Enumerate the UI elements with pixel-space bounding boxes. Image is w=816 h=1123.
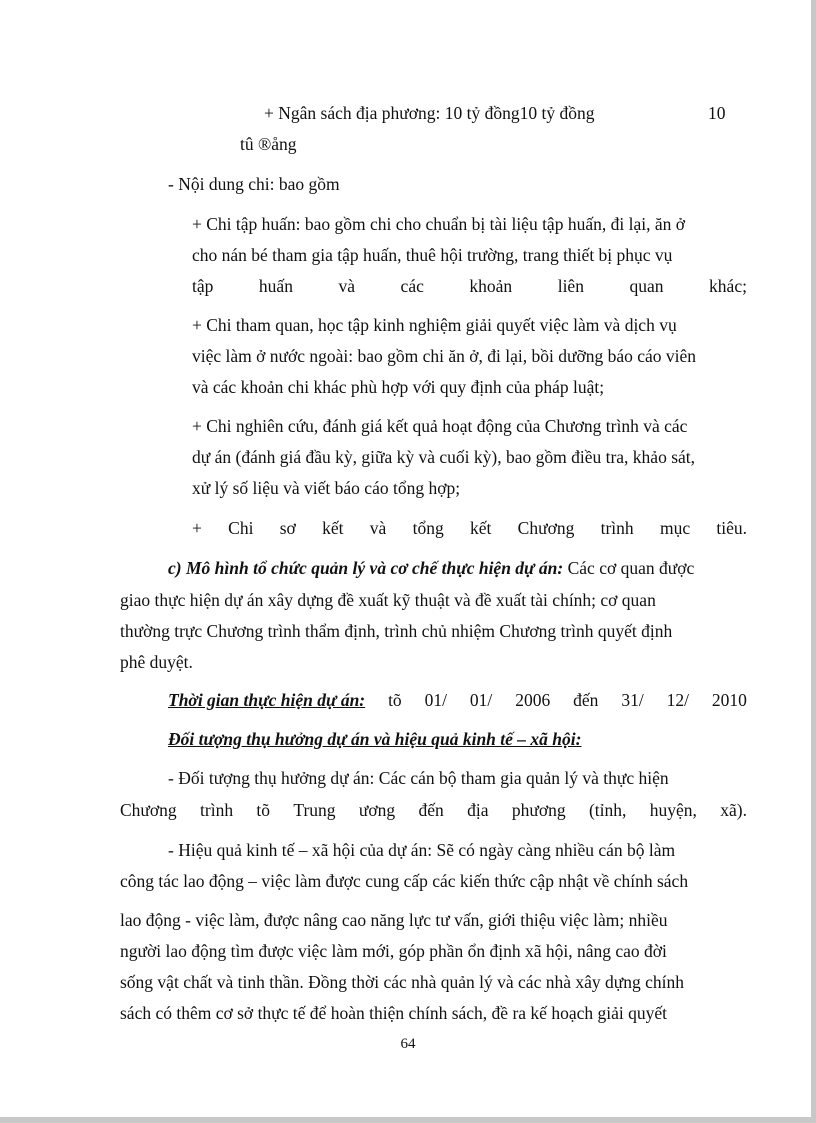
- duration-value: 2006: [515, 690, 551, 710]
- text-line: cho nán bé tham gia tập huấn, thuê hội trường, trang thiết bị phục vụ: [192, 245, 673, 265]
- word: huyện,: [649, 800, 697, 820]
- word: tổng: [412, 518, 444, 538]
- word: Trung: [293, 800, 336, 820]
- text-line: xử lý số liệu và viết báo cáo tổng hợp;: [192, 478, 461, 498]
- justified-line: [192, 517, 747, 539]
- page-edge-bottom: [0, 1117, 816, 1123]
- duration-value: tõ: [388, 690, 402, 710]
- content-heading: - Nội dung chi: bao gồm: [168, 174, 340, 194]
- word: Chương: [517, 518, 575, 538]
- word: các: [400, 276, 424, 296]
- budget-amount: 10: [708, 103, 726, 123]
- page-number: 64: [400, 1036, 416, 1052]
- budget-unit: tû ®ång: [240, 134, 297, 154]
- word: tõ: [256, 800, 271, 820]
- text-line: việc làm ở nước ngoài: bao gồm chi ăn ở, đi lại, bồi dưỡng báo cáo viên: [192, 346, 697, 366]
- text-line: phê duyệt.: [120, 652, 193, 672]
- text-line: người lao động tìm được việc làm mới, góp phần ổn định xã hội, nâng cao đời: [120, 941, 667, 961]
- word: ương: [358, 800, 396, 820]
- justified-line: [192, 275, 747, 297]
- duration-value: 01/: [424, 690, 447, 710]
- word: sơ: [279, 518, 296, 538]
- word: khác;: [709, 276, 747, 296]
- text-line: + Chi nghiên cứu, đánh giá kết quả hoạt động của Chương trình và các: [192, 416, 688, 436]
- text-line: thường trực Chương trình thẩm định, trình chủ nhiệm Chương trình quyết định: [120, 621, 673, 641]
- word: và: [369, 518, 387, 538]
- word: đến: [418, 800, 444, 820]
- duration-line: [168, 689, 747, 711]
- word: và: [338, 276, 356, 296]
- section-c-line: [168, 557, 694, 579]
- word: mục: [659, 518, 691, 538]
- word: kết: [469, 518, 492, 538]
- text-line: - Đối tượng thụ hưởng dự án: Các cán bộ tham gia quản lý và thực hiện: [168, 768, 669, 788]
- word: trình: [600, 518, 634, 538]
- word: (tỉnh,: [588, 800, 627, 820]
- word: Chi: [228, 518, 254, 538]
- text-line: + Chi tập huấn: bao gồm chi cho chuẩn bị tài liệu tập huấn, đi lại, ăn ở: [192, 214, 685, 234]
- beneficiary-heading: Đối tượng thụ hưởng dự án và hiệu quả kinh tế – xã hội:: [168, 729, 582, 749]
- text-line: và các khoản chi khác phù hợp với quy định của pháp luật;: [192, 377, 605, 397]
- word: Chương: [120, 800, 177, 820]
- word: trình: [200, 800, 234, 820]
- text-line: sách có thêm cơ sở thực tế để hoàn thiện chính sách, đề ra kế hoạch giải quyết: [120, 1003, 667, 1023]
- text-line: dự án (đánh giá đầu kỳ, giữa kỳ và cuối kỳ), bao gồm điều tra, khảo sát,: [192, 447, 696, 467]
- text-line: sống vật chất và tinh thần. Đồng thời các nhà quản lý và các nhà xây dựng chính: [120, 972, 684, 992]
- text-line: giao thực hiện dự án xây dựng đề xuất kỹ thuật và đề xuất tài chính; cơ quan: [120, 590, 656, 610]
- word: huấn: [258, 276, 293, 296]
- word: quan: [629, 276, 664, 296]
- duration-value: 31/: [621, 690, 644, 710]
- duration-value: 12/: [666, 690, 689, 710]
- word: xã).: [720, 800, 747, 820]
- duration-heading: Thời gian thực hiện dự án:: [168, 690, 366, 710]
- justified-line: [120, 799, 747, 821]
- page-edge-right: [811, 0, 816, 1123]
- duration-value: 01/: [469, 690, 493, 710]
- word: địa: [467, 800, 489, 820]
- word: phương: [511, 800, 566, 820]
- section-c-text: Các cơ quan được: [563, 558, 695, 578]
- word: tập: [192, 276, 214, 296]
- text-line: - Hiệu quả kinh tế – xã hội của dự án: Sẽ có ngày càng nhiều cán bộ làm: [168, 840, 676, 860]
- word: +: [192, 518, 202, 538]
- text-line: + Chi tham quan, học tập kinh nghiệm giải quyết việc làm và dịch vụ: [192, 315, 677, 335]
- section-c-heading: c) Mô hình tổ chức quản lý và cơ chế thực hiện dự án:: [168, 558, 564, 578]
- text-line: lao động - việc làm, được nâng cao năng lực tư vấn, giới thiệu việc làm; nhiều: [120, 910, 668, 930]
- word: tiêu.: [716, 518, 747, 538]
- text-line: công tác lao động – việc làm được cung cấp các kiến thức cập nhật về chính sách: [120, 871, 689, 891]
- budget-line: + Ngân sách địa phương: 10 tỷ đồng10 tỷ đồng: [264, 103, 595, 123]
- duration-value: đến: [573, 690, 599, 710]
- word: khoản: [469, 276, 513, 296]
- duration-value: 2010: [711, 690, 747, 710]
- word: kết: [322, 518, 344, 538]
- word: liên: [557, 276, 584, 296]
